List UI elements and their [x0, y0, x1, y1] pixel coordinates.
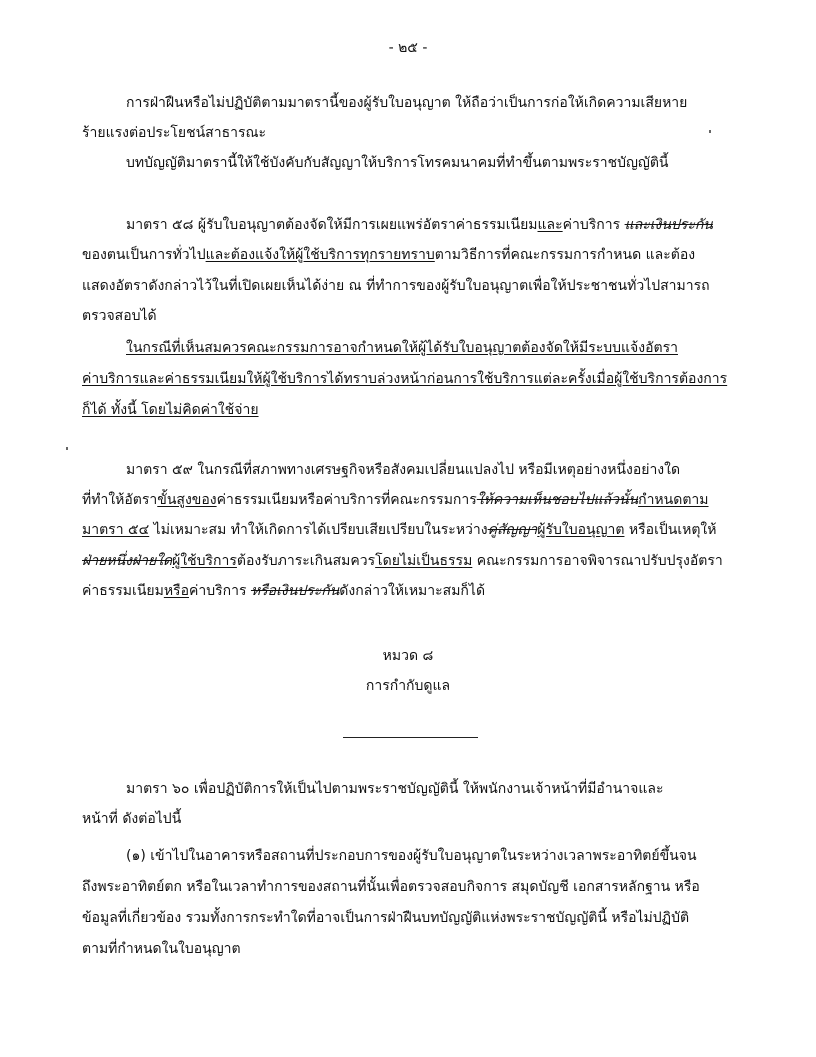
section-60-item-1-line-2: ถึงพระอาทิตย์ตก หรือในเวลาทำการของสถานที่นั้นเพื่อตรวจสอบกิจการ สมุดบัญชี เอกสารหลักฐาน หรือ — [82, 879, 700, 895]
section-60-item-1-line-3: ข้อมูลที่เกี่ยวข้อง รวมทั้งการกระทำใดที่อาจเป็นการฝ่าฝืนบทบัญญัติแห่งพระราชบัญญัตินี้ หรือไม่ปฏิบัติ — [82, 910, 690, 926]
struck-text: และเงินประกัน — [624, 217, 713, 233]
section-60-item-1-line-4: ตามที่กำหนดในใบอนุญาต — [82, 941, 241, 957]
section-59-line-5 — [82, 581, 485, 601]
struck-text: ฝ่ายหนึ่งฝ่ายใด — [82, 553, 173, 569]
section-59-text: หรือเป็นเหตุให้ — [624, 522, 717, 538]
inserted-text: และต้องแจ้งให้ผู้ใช้บริการทุกรายทราบ — [205, 247, 435, 263]
section-58-inserted-line-7: ก็ได้ ทั้งนี้ โดยไม่คิดค่าใช้จ่าย — [82, 402, 259, 418]
section-58-line-3: แสดงอัตราดังกล่าวไว้ในที่เปิดเผยเห็นได้ง่าย ณ ที่ทำการของผู้รับใบอนุญาตเพื่อให้ประชาชนทั่วไปสามารถ — [82, 278, 710, 294]
section-59-text: คณะกรรมการอาจพิจารณาปรับปรุงอัตรา — [472, 553, 723, 569]
section-59-text: ค่าธรรมเนียมหรือค่าบริการที่คณะกรรมการ — [216, 492, 477, 508]
scan-speck — [66, 447, 68, 450]
section-60-line-2: หน้าที่ ดังต่อไปนี้ — [82, 811, 182, 827]
paragraph-violation-line-2: ร้ายแรงต่อประโยชน์สาธารณะ — [82, 125, 267, 141]
section-58-text: ของตนเป็นการทั่วไป — [82, 247, 206, 263]
section-59-line-1: มาตรา ๕๙ ในกรณีที่สภาพทางเศรษฐกิจหรือสังคมเปลี่ยนแปลงไป หรือมีเหตุอย่างหนึ่งอย่างใด — [126, 462, 681, 478]
section-59-text: ต้องรับภาระเกินสมควร — [236, 553, 376, 569]
section-59-text: ค่าบริการ — [188, 583, 251, 599]
chapter-title: การกำกับดูแล — [365, 678, 451, 694]
section-59-text: ดังกล่าวให้เหมาะสมก็ได้ — [339, 583, 486, 599]
section-58-line-1 — [126, 215, 713, 235]
section-59-line-3 — [82, 520, 717, 540]
inserted-text: ผู้ใช้บริการ — [172, 553, 237, 569]
section-58-inserted-line-5: ในกรณีที่เห็นสมควรคณะกรรมการอาจกำหนดให้ผู้ได้รับใบอนุญาตต้องจัดให้มีระบบแจ้งอัตรา — [126, 340, 678, 356]
section-58-inserted-line-6: ค่าบริการและค่าธรรมเนียมให้ผู้ใช้บริการได้ทราบล่วงหน้าก่อนการใช้บริการแต่ละครั้งเมื่อผู้ใช้บริการต้องการ — [82, 371, 728, 387]
inserted-text: โดยไม่เป็นธรรม — [375, 553, 473, 569]
section-59-text: ที่ทำให้อัตรา — [82, 492, 158, 508]
inserted-text: กำหนดตาม — [638, 492, 709, 508]
inserted-text: ขั้นสูงของ — [157, 492, 217, 508]
inserted-text: ผู้รับใบอนุญาต — [537, 522, 625, 538]
section-58-line-4: ตรวจสอบได้ — [82, 308, 157, 324]
section-60-item-1-line-1: (๑) เข้าไปในอาคารหรือสถานที่ประกอบการของผู้รับใบอนุญาตในระหว่างเวลาพระอาทิตย์ขึ้นจน — [126, 848, 697, 864]
scan-speck — [709, 130, 711, 133]
inserted-text: มาตรา ๕๔ — [82, 522, 150, 538]
section-59-line-2 — [82, 490, 709, 510]
section-59-text: ไม่เหมาะสม ทำให้เกิดการได้เปรียบเสียเปรียบในระหว่าง — [149, 522, 488, 538]
section-58-text: ค่าบริการ — [562, 217, 625, 233]
inserted-text: หรือ — [163, 583, 189, 599]
struck-text: หรือเงินประกัน — [250, 583, 340, 599]
struck-text: ให้ความเห็นชอบไปแล้วนั้น — [476, 492, 639, 508]
paragraph-violation-line-1: การฝ่าฝืนหรือไม่ปฏิบัติตามมาตรานี้ของผู้รับใบอนุญาต ให้ถือว่าเป็นการก่อให้เกิดความเสียหาย — [126, 95, 688, 111]
section-59-line-4 — [82, 551, 723, 571]
paragraph-contract-provision: บทบัญญัติมาตรานี้ให้ใช้บังคับกับสัญญาให้บริการโทรคมนาคมที่ทำขึ้นตามพระราชบัญญัตินี้ — [126, 155, 669, 171]
section-60-line-1: มาตรา ๖๐ เพื่อปฏิบัติการให้เป็นไปตามพระราชบัญญัตินี้ ให้พนักงานเจ้าหน้าที่มีอำนาจและ — [126, 781, 664, 797]
page-number: - ๒๕ - — [388, 40, 428, 56]
section-59-text: ค่าธรรมเนียม — [82, 583, 164, 599]
struck-text: คู่สัญญา — [487, 522, 538, 538]
inserted-text: และ — [537, 217, 563, 233]
section-58-line-2 — [82, 245, 695, 265]
section-58-text: มาตรา ๕๘ ผู้รับใบอนุญาตต้องจัดให้มีการเผยแพร่อัตราค่าธรรมเนียม — [126, 217, 538, 233]
section-58-text: ตามวิธีการที่คณะกรรมการกำหนด และต้อง — [434, 247, 696, 263]
chapter-divider — [343, 737, 478, 738]
chapter-number: หมวด ๘ — [382, 648, 434, 664]
